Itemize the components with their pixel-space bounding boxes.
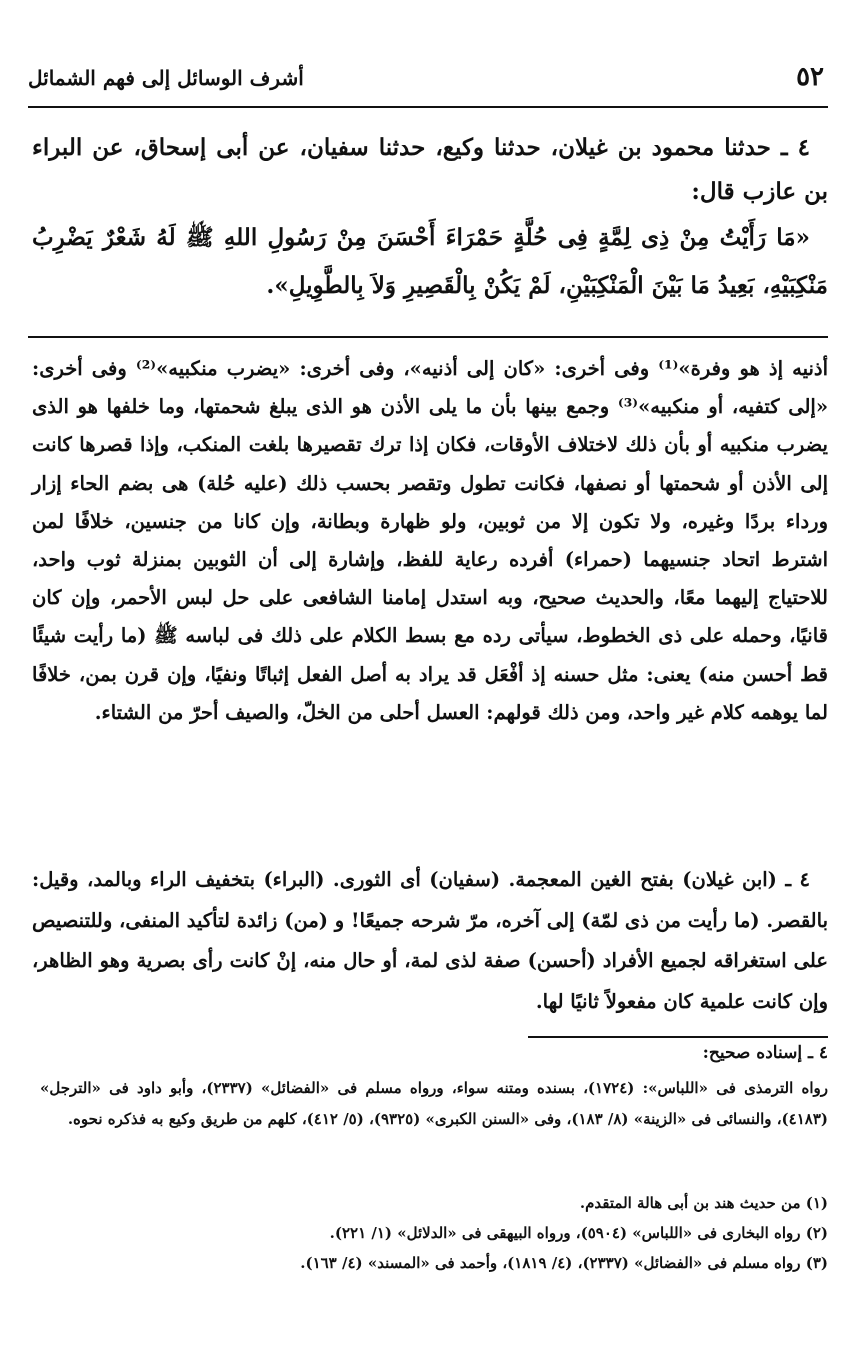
- commentary-paragraph-2: ٤ ـ (ابن غيلان) بفتح الغين المعجمة. (سفيان) أى الثورى. (البراء) بتخفيف الراء وبالمد، وقيل: بالقصر. (ما رأيت من ذى لمّة) إلى آخره، مرّ شرحه جميعًا! و (من) زائدة لتأكيد المنفى، وللتنصيص على استغراقه لجميع الأفراد (أحسن) صفة لذى لمة، أو حال منه، إنْ كانت رأى بصرية وهو الظاهر، وإن كانت علمية كان مفعولاً ثانيًا لها.: [32, 868, 828, 1013]
- hadith-matn: «مَا رَأَيْتُ مِنْ ذِى لِمَّةٍ فِى حُلَّةٍ حَمْرَاءَ أَحْسَنَ مِنْ رَسُولِ اللهِ ﷺ لَهُ شَعْرٌ يَضْرِبُ مَنْكِبَيْهِ، بَعِيدُ مَا بَيْنَ الْمَنْكِبَيْنِ، لَمْ يَكُنْ بِالْقَصِيرِ وَلاَ بِالطَّوِيلِ».: [32, 224, 828, 299]
- running-title: أشرف الوسائل إلى فهم الشمائل: [28, 66, 304, 90]
- commentary-paragraph-1: أذنيه إذ هو وفرة»⁽¹⁾ وفى أخرى: «كان إلى أذنيه»، وفى أخرى: «يضرب منكبيه»⁽²⁾ وفى أخرى: «إلى كتفيه، أو منكبيه»⁽³⁾ وجمع بينها بأن ما يلى الأذن هو الذى يبلغ شحمتها، وما خلفها هو الذى يضرب منكبيه أو بأن ذلك لاختلاف الأوقات، فكان إذا ترك تقصيرها بلغت المنكب، وإذا قصرها كانت إلى الأذن أو شحمتها أو نصفها، فكانت تطول وتقصر بحسب ذلك (عليه حُلة) هى بضم الحاء إزار ورداء بردًا وغيره، ولا تكون إلا من ثوبين، ولو ظهارة وبطانة، وإن كانا من جنسين، خلافًا لمن اشترط اتحاد جنسيهما (حمراء) أفرده رعاية للفظ، وإشارة إلى أن الثوبين بمنزلة ثوب واحد، للاحتياج إليهما معًا، والحديث صحيح، وبه استدل إمامنا الشافعى على حل لبس الأحمر، وإن كان قانيًا، وحمله على ذى الخطوط، سيأتى رده مع بسط الكلام على ذلك فى لباسه ﷺ (ما رأيت شيئًا قط أحسن منه) يعنى: مثل حسنه إذ أفْعَل قد يراد به أصل الفعل إثباتًا ونفيًا، وإن قرن بمن، خلافًا لما يوهمه كلام غير واحد، ومن ذلك قولهم: العسل أحلى من الخلّ، والصيف أحرّ من الشتاء.: [32, 357, 829, 724]
- page-header: [28, 62, 824, 102]
- footnote-divider: [528, 1036, 828, 1038]
- commentary-continuation: [32, 350, 828, 732]
- header-rule: [28, 106, 828, 108]
- footnote-2: (٢) رواه البخارى فى «اللباس» (٥٩٠٤)، ورواه البيهقى فى «الدلائل» (١/ ٢٢١).: [329, 1224, 828, 1242]
- hadith-isnad: ٤ ـ حدثنا محمود بن غيلان، حدثنا وكيع، حدثنا سفيان، عن أبى إسحاق، عن البراء بن عازب قال:: [32, 134, 828, 205]
- footnote-1: (١) من حديث هند بن أبى هالة المتقدم.: [579, 1194, 828, 1212]
- hadith-divider: [28, 336, 828, 338]
- page-number: ٥٢: [796, 62, 824, 92]
- footnote-3: (٣) رواه مسلم فى «الفضائل» (٢٣٣٧)، (٤/ ١٨١٩)، وأحمد فى «المسند» (٤/ ١٦٣).: [300, 1254, 828, 1272]
- footnote-heading: ٤ ـ إسناده صحيح:: [702, 1043, 828, 1063]
- takhrij-text: رواه الترمذى فى «اللباس»: (١٧٢٤)، بسنده ومتنه سواء، ورواه مسلم فى «الفضائل» (٢٣٣٧)، وأبو داود فى «الترجل» (٤١٨٣)، والنسائى فى «الزينة» (٨/ ١٨٣)، وفى «السنن الكبرى» (٩٣٢٥)، (٥/ ٤١٢)، كلهم من طريق وكيع به فذكره نحوه.: [40, 1079, 828, 1128]
- hadith-text: [32, 126, 828, 310]
- commentary-hadith-4: [32, 860, 828, 1022]
